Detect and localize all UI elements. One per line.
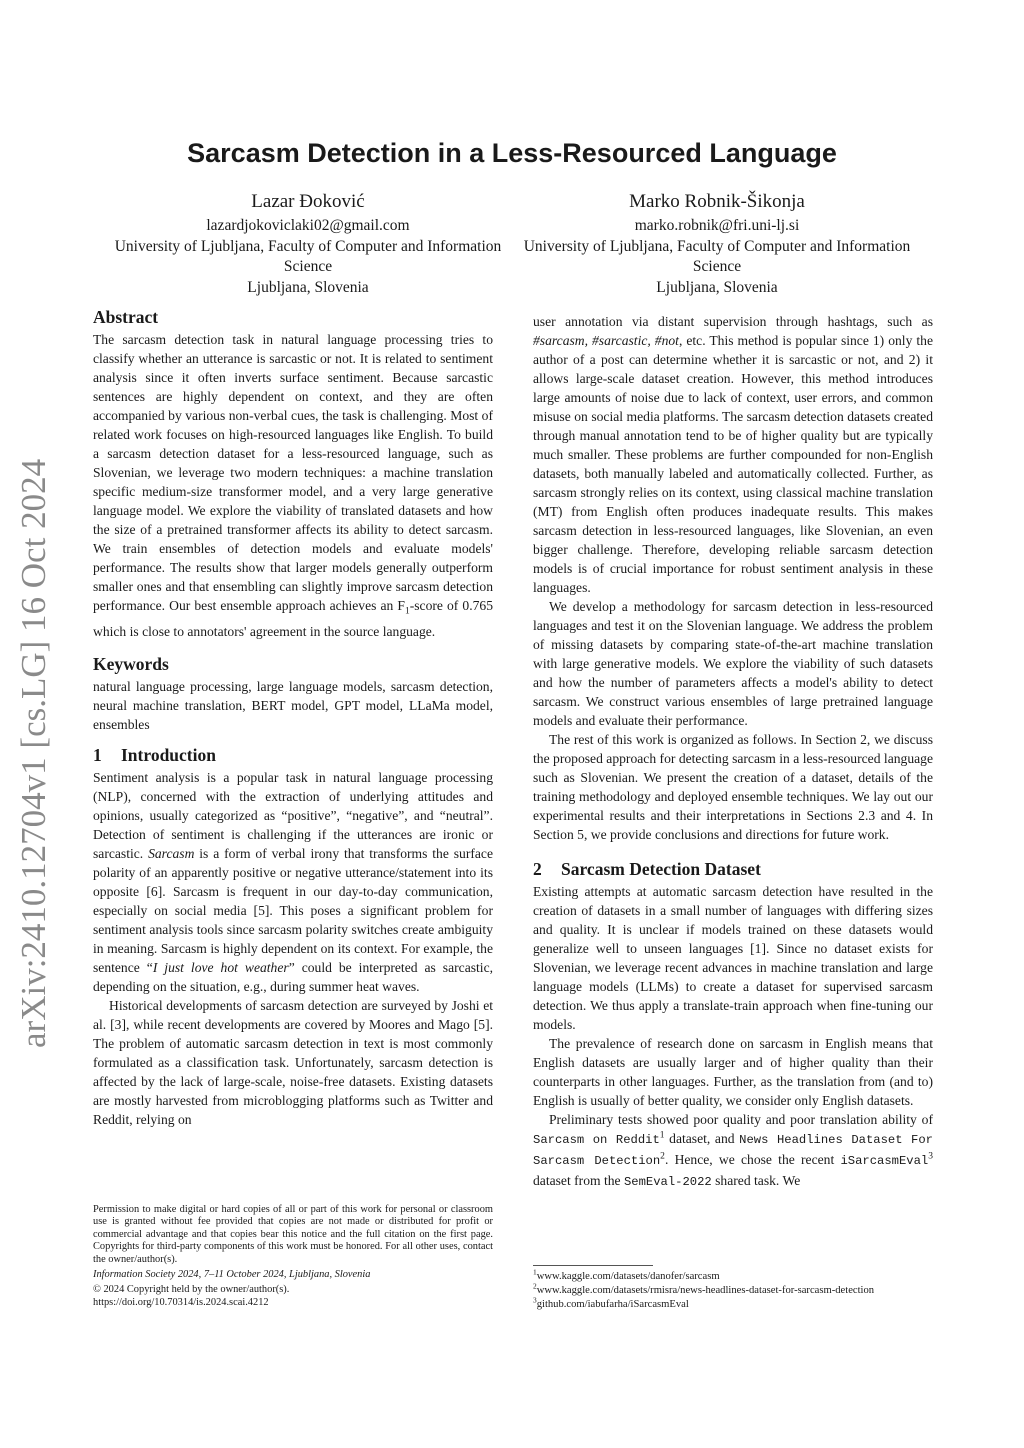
author-location: Ljubljana, Slovenia (247, 278, 369, 296)
dataset-paragraph-3: Preliminary tests showed poor quality and poor translation ability of Sarcasm on Reddit$^1$ dataset, and News Headlines Dataset For Sarcasm Detection$^2$. Hence, we chose the recent iSarcasmEval$^3$ dataset from the SemEval-2022 shared task. We (533, 1112, 933, 1189)
author-name: Marko Robnik-Šikonja (629, 191, 805, 212)
dataset-paragraph-2: The prevalence of research done on sarcasm in English means that English datasets are usually larger and of higher quality than their counterparts in other languages. Further, as the translation from (and to) English is usually of better quality, we consider only English datasets. (533, 1036, 933, 1108)
footnote-divider (533, 1265, 653, 1266)
footnote: $^2$www.kaggle.com/datasets/rmisra/news-headlines-dataset-for-sarcasm-detection (533, 1281, 875, 1296)
footnotes (533, 1267, 953, 1312)
section-number: 1 (93, 744, 102, 765)
paper-title: Sarcasm Detection in a Less-Resourced Language (187, 138, 837, 168)
abstract-heading: Abstract (93, 307, 159, 327)
copyright-line: © 2024 Copyright held by the owner/author(s). (93, 1284, 290, 1296)
footnote-ref[interactable]: 2 (660, 1151, 665, 1162)
author-affiliation: University of Ljubljana, Faculty of Computer and Information Science (114, 237, 502, 275)
section-number: 2 (533, 859, 542, 879)
author-affiliation: University of Ljubljana, Faculty of Computer and Information Science (523, 237, 911, 275)
permission-text: Permission to make digital or hard copies of all or part of this work for personal or classroom use is granted without fee provided that copies are not made or distributed for profit or commercial advantage and that copies bear this notice and the full citation on the first page. Copyrights for third-party components of this work must be honored. For all other uses, contact the owner/author(s). (93, 1204, 493, 1265)
doi-link[interactable]: https://doi.org/10.70314/is.2024.scai.4212 (93, 1296, 269, 1308)
section-heading-dataset (533, 860, 933, 879)
permission-notice (93, 1204, 493, 1309)
right-column (533, 312, 933, 1192)
arxiv-identifier: arXiv:2410.12704v1 [cs.LG] 16 Oct 2024 (14, 458, 53, 1048)
footnote-link[interactable]: www.kaggle.com/datasets/rmisra/news-headlines-dataset-for-sarcasm-detection (536, 1285, 875, 1296)
abstract-text: The sarcasm detection task in natural language processing tries to classify whether an utterance is sarcastic or not. It is related to sentiment analysis since it often inverts surface sentiment. Because sarcastic sentences are highly dependent on context, and they are often accompanied by various non-verbal cues, the task is challenging. Most of related work focuses on high-resourced languages like English. To build a sarcasm detection dataset for a less-resourced language, such as Slovenian, we leverage two modern techniques: a machine translation specific medium-size transformer model, and a very large generative language model. We explore the viability of translated datasets and how the size of a pretrained transformer affects its ability to detect sarcasm. We train ensembles of detection models and evaluate models' performance. The results show that larger models generally outperform smaller ones and that ensembling can slightly improve sarcasm detection performance. Our best ensemble approach achieves an $F_1$-score of 0.765 which is close to annotators' agreement in the source language. (93, 332, 493, 639)
intro-paragraph-3: We develop a methodology for sarcasm detection in less-resourced languages and test it on the Slovenian language. We address the problem of missing datasets by comparing state-of-the-art machine translation with large generative models. We explore the viability of such datasets and how the number of parameters affects a model's ability to detect sarcasm. We construct various ensembles of large pretrained language models and evaluate their performance. (533, 599, 933, 728)
author-name: Lazar Đoković (251, 191, 365, 212)
author-block (507, 190, 927, 298)
left-column (93, 308, 493, 1129)
intro-paragraph-2: Historical developments of sarcasm detection are surveyed by Joshi et al. [3], while recent developments are covered by Moores and Mago [5]. The problem of automatic sarcasm detection in text is most commonly formulated as a classification task. Unfortunately, sarcasm detection is affected by the lack of large-scale, noise-free datasets. Existing datasets are mostly harvested from microblogging platforms such as Twitter and Reddit, relying on (93, 997, 493, 1127)
conference-info: Information Society 2024, 7–11 October 2024, Ljubljana, Slovenia (93, 1269, 371, 1281)
author-email[interactable]: marko.robnik@fri.uni-lj.si (634, 217, 800, 234)
intro-paragraph-1: Sentiment analysis is a popular task in natural language processing (NLP), concerned with the extraction of underlying attitudes and opinions, usually categorized as “positive”, “negative”, and “neutral”. Detection of sentiment is challenging if the utterances are ironic or sarcastic. Sarcasm is a form of verbal irony that transforms the surface polarity of an apparently positive or negative utterance/statement into its opposite [6]. Sarcasm is frequent in our day-to-day communication, especially on social media [5]. This poses a significant problem for sentiment analysis tools since sarcasm polarity switches create ambiguity in meaning. Sarcasm is highly dependent on its context. For example, the sentence “I just love hot weather” could be interpreted as sarcastic, depending on the situation, e.g., during summer heat waves. (93, 769, 494, 994)
author-block (98, 190, 518, 298)
section-title: Introduction (121, 744, 216, 765)
section-heading-introduction (93, 746, 493, 765)
author-location: Ljubljana, Slovenia (656, 278, 778, 296)
keywords-heading: Keywords (93, 653, 169, 674)
footnote-link[interactable]: github.com/iabufarha/iSarcasmEval (536, 1299, 689, 1310)
keywords-text: natural language processing, large language models, sarcasm detection, neural machine translation, BERT model, GPT model, LLaMa model, ensembles (93, 678, 493, 732)
footnote: $^3$github.com/iabufarha/iSarcasmEval (533, 1295, 689, 1310)
footnote-link[interactable]: www.kaggle.com/datasets/danofer/sarcasm (536, 1271, 720, 1282)
section-title: Sarcasm Detection Dataset (561, 859, 761, 879)
dataset-paragraph-1: Existing attempts at automatic sarcasm detection have resulted in the creation of datasets in a small number of languages with differing sizes and quality. It is unclear if models trained on these datasets would generalize well to unseen languages [1]. Since no dataset exists for Slovenian, we leverage recent advances in machine translation and large language models (LLMs) to create a dataset for supervised sarcasm detection. We thus apply a translate-train approach when fine-tuning our models. (533, 884, 933, 1032)
author-email[interactable]: lazardjokoviclaki02@gmail.com (206, 217, 410, 234)
footnote-ref[interactable]: 3 (928, 1151, 933, 1162)
footnote-ref[interactable]: 1 (659, 1130, 665, 1141)
footnote: $^1$www.kaggle.com/datasets/danofer/sarcasm (533, 1267, 720, 1282)
intro-paragraph-4: The rest of this work is organized as follows. In Section 2, we discuss the proposed approach for detecting sarcasm in a less-resourced language such as Slovenian. We present the creation of a dataset, details of the training methodology and deployed ensemble techniques. We lay out our experimental results and their interpretations in Sections 2.3 and 4. In Section 5, we provide conclusions and directions for future work. (533, 732, 933, 842)
intro-paragraph-2-continued: user annotation via distant supervision through hashtags, such as #sarcasm, #sarcastic, #not, etc. This method is popular since 1) only the author of a post can determine whether it is sarcastic or not, and 2) it allows large-scale dataset creation. However, this method introduces large amounts of noise due to lack of context, user errors, and common misuse on social media platforms. The sarcasm detection datasets created through manual annotation tend to be of higher quality but are typically much smaller. These problems are further compounded for non-English datasets, both manually labeled and automatically collected. Further, as sarcasm strongly relies on its context, using classical machine translation (MT) from English often produces inadequate results. This makes sarcasm detection in less-resourced languages, like Slovenian, an even bigger challenge. Therefore, developing reliable sarcasm detection models is of crucial importance for robust sentiment analysis in these languages. (533, 314, 933, 595)
